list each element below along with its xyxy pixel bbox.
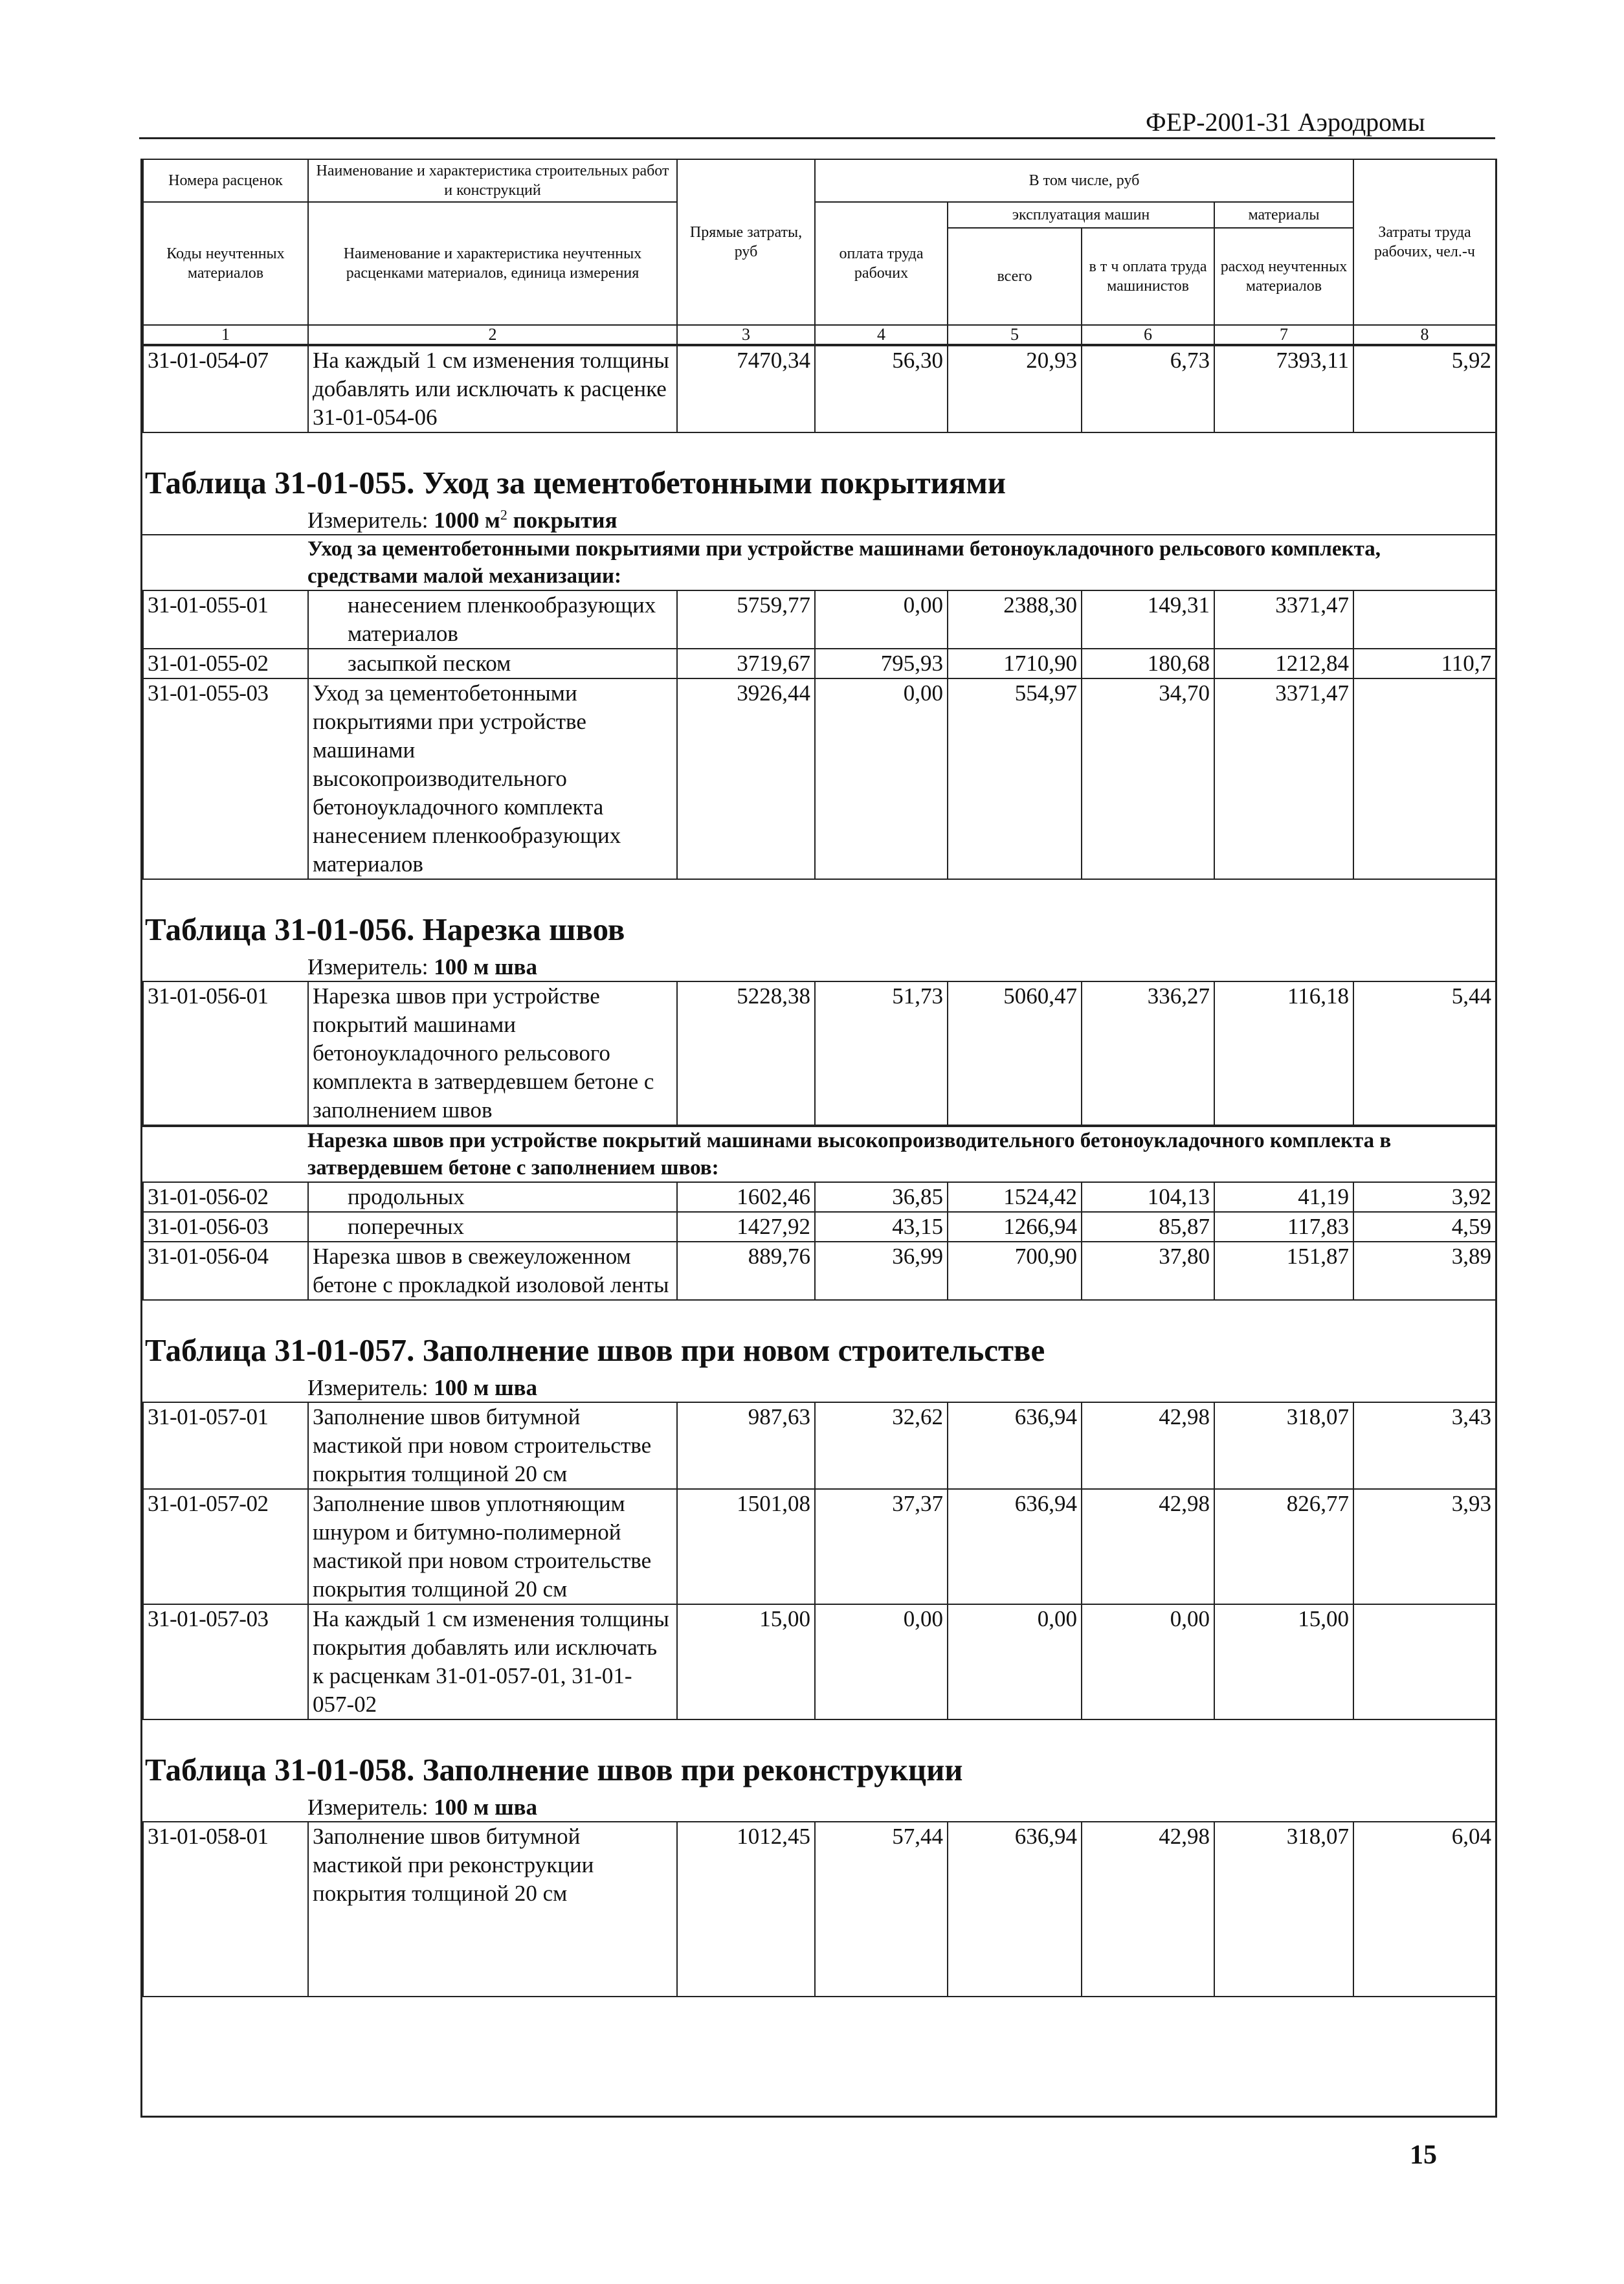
- header-machine-total: всего: [948, 228, 1082, 325]
- section-title: Таблица 31-01-055. Уход за цементобетонными покрытиями: [145, 465, 1006, 500]
- rate-description: засыпкой песком: [308, 649, 677, 678]
- labor-hours: 5,44: [1353, 981, 1496, 1125]
- rate-code: 31-01-056-02: [143, 1182, 308, 1212]
- rate-code: 31-01-055-02: [143, 649, 308, 678]
- header-name-materials: Наименование и характеристика неучтенных расценками материалов, единица измерения: [308, 202, 677, 325]
- rate-description: Нарезка швов при устройстве покрытий машинами бетоноукладочного рельсового комплекта в затвердевшем бетоне с заполнением швов: [308, 981, 677, 1125]
- worker-pay: 37,37: [815, 1489, 948, 1604]
- rates-table-055: [142, 590, 1496, 880]
- document-sheet: [140, 159, 1497, 2118]
- direct-costs: 7470,34: [677, 346, 815, 432]
- machinist-pay: 42,98: [1082, 1489, 1214, 1604]
- materials: 318,07: [1214, 1822, 1353, 1997]
- rate-description: поперечных: [308, 1212, 677, 1242]
- materials: 826,77: [1214, 1489, 1353, 1604]
- direct-costs: 987,63: [677, 1402, 815, 1489]
- rates-table-058: [142, 1821, 1496, 1997]
- direct-costs: 889,76: [677, 1242, 815, 1300]
- machinist-pay: 85,87: [1082, 1212, 1214, 1242]
- rate-code: 31-01-055-01: [143, 590, 308, 649]
- materials: 116,18: [1214, 981, 1353, 1125]
- machinist-pay: 42,98: [1082, 1822, 1214, 1997]
- column-number: 4: [815, 325, 948, 344]
- materials: 151,87: [1214, 1242, 1353, 1300]
- machinist-pay: 0,00: [1082, 1604, 1214, 1719]
- unit-superscript: 2: [500, 506, 507, 523]
- rate-code: 31-01-057-03: [143, 1604, 308, 1719]
- table-row: [143, 1402, 1496, 1489]
- header-codes: Коды неучтенных материалов: [143, 202, 308, 325]
- rate-description: продольных: [308, 1182, 677, 1212]
- direct-costs: 1602,46: [677, 1182, 815, 1212]
- machinist-pay: 37,80: [1082, 1242, 1214, 1300]
- rates-table-056b: [142, 1181, 1496, 1301]
- machinist-pay: 34,70: [1082, 678, 1214, 879]
- unit-of-measure: [142, 507, 1495, 534]
- rate-description: На каждый 1 см изменения толщины добавлять или исключать к расценке 31-01-054-06: [308, 346, 677, 432]
- worker-pay: 36,99: [815, 1242, 948, 1300]
- table-row: [143, 1242, 1496, 1300]
- column-number: 1: [143, 325, 308, 344]
- labor-hours: 110,7: [1353, 649, 1496, 678]
- table-row: [143, 1822, 1496, 1997]
- rate-description: На каждый 1 см изменения толщины покрытия добавлять или исключать к расценкам 31-01-057-01, 31-01-057-02: [308, 1604, 677, 1719]
- unit-label: Измеритель:: [307, 1795, 428, 1820]
- page-number: 15: [1410, 2140, 1437, 2170]
- rate-code: 31-01-056-01: [143, 981, 308, 1125]
- worker-pay: 56,30: [815, 346, 948, 432]
- header-name: Наименование и характеристика строительных работ и конструкций: [308, 159, 677, 202]
- worker-pay: 43,15: [815, 1212, 948, 1242]
- worker-pay: 0,00: [815, 590, 948, 649]
- page-header: ФЕР-2001-31 Аэродромы: [1146, 107, 1425, 137]
- machine-total: 636,94: [948, 1489, 1082, 1604]
- labor-hours: 5,92: [1353, 346, 1496, 432]
- header-material-consumption: расход неучтенных материалов: [1214, 228, 1353, 325]
- materials: 7393,11: [1214, 346, 1353, 432]
- worker-pay: 36,85: [815, 1182, 948, 1212]
- section-title: Таблица 31-01-056. Нарезка швов: [145, 912, 625, 947]
- section-title: Таблица 31-01-057. Заполнение швов при новом строительстве: [145, 1332, 1045, 1368]
- unit-label: Измеритель:: [307, 954, 428, 980]
- materials: 3371,47: [1214, 590, 1353, 649]
- rates-table-056a: [142, 981, 1496, 1126]
- table-row: [143, 346, 1496, 432]
- direct-costs: 1427,92: [677, 1212, 815, 1242]
- materials: 41,19: [1214, 1182, 1353, 1212]
- materials: 318,07: [1214, 1402, 1353, 1489]
- unit-value: 100 м шва: [434, 1375, 538, 1400]
- table-row: [143, 678, 1496, 879]
- labor-hours: 3,43: [1353, 1402, 1496, 1489]
- column-header-table: [142, 159, 1496, 345]
- rate-code: 31-01-057-01: [143, 1402, 308, 1489]
- machine-total: 636,94: [948, 1822, 1082, 1997]
- labor-hours: 6,04: [1353, 1822, 1496, 1997]
- column-number: 3: [677, 325, 815, 344]
- machinist-pay: 42,98: [1082, 1402, 1214, 1489]
- header-direct-costs: Прямые затраты, руб: [677, 159, 815, 325]
- worker-pay: 51,73: [815, 981, 948, 1125]
- labor-hours: [1353, 590, 1496, 649]
- table-row: [143, 649, 1496, 678]
- labor-hours: 3,93: [1353, 1489, 1496, 1604]
- column-number: 7: [1214, 325, 1353, 344]
- materials: 3371,47: [1214, 678, 1353, 879]
- unit-of-measure: [142, 1374, 1495, 1402]
- table-row: [143, 590, 1496, 649]
- machine-total: 5060,47: [948, 981, 1082, 1125]
- unit-of-measure: [142, 954, 1495, 981]
- labor-hours: [1353, 1604, 1496, 1719]
- direct-costs: 15,00: [677, 1604, 815, 1719]
- labor-hours: 3,89: [1353, 1242, 1496, 1300]
- direct-costs: 1012,45: [677, 1822, 815, 1997]
- unit-label: Измеритель:: [307, 1375, 428, 1400]
- machine-total: 20,93: [948, 346, 1082, 432]
- column-number: 2: [308, 325, 677, 344]
- worker-pay: 795,93: [815, 649, 948, 678]
- header-numbers: Номера расценок: [143, 159, 308, 202]
- unit-value: 100 м шва: [434, 1795, 538, 1820]
- group-subheading: Нарезка швов при устройстве покрытий машинами высокопроизводительного бетоноукладочного комплекта в затвердевшем бетоне с заполнением швов:: [142, 1126, 1495, 1181]
- materials: 117,83: [1214, 1212, 1353, 1242]
- direct-costs: 3719,67: [677, 649, 815, 678]
- header-worker-pay: оплата труда рабочих: [815, 202, 948, 325]
- rate-code: 31-01-054-07: [143, 346, 308, 432]
- column-number: 8: [1353, 325, 1496, 344]
- machinist-pay: 149,31: [1082, 590, 1214, 649]
- rate-code: 31-01-056-04: [143, 1242, 308, 1300]
- rate-description: нанесением пленкообразующих материалов: [308, 590, 677, 649]
- unit-suffix: покрытия: [513, 508, 617, 533]
- rate-description: Заполнение швов битумной мастикой при реконструкции покрытия толщиной 20 см: [308, 1822, 677, 1997]
- labor-hours: 3,92: [1353, 1182, 1496, 1212]
- rate-code: 31-01-058-01: [143, 1822, 308, 1997]
- machine-total: 0,00: [948, 1604, 1082, 1719]
- table-row: [143, 981, 1496, 1125]
- group-subheading: Уход за цементобетонными покрытиями при устройстве машинами бетоноукладочного рельсового комплекта, средствами малой механизации:: [142, 534, 1495, 590]
- unit-value: 100 м шва: [434, 954, 538, 980]
- rates-table-057: [142, 1402, 1496, 1720]
- machine-total: 636,94: [948, 1402, 1082, 1489]
- header-machine-operation: эксплуатация машин: [948, 202, 1214, 228]
- machine-total: 1710,90: [948, 649, 1082, 678]
- direct-costs: 3926,44: [677, 678, 815, 879]
- direct-costs: 1501,08: [677, 1489, 815, 1604]
- continuation-table: [142, 345, 1496, 433]
- rate-description: Уход за цементобетонными покрытиями при устройстве машинами высокопроизводительного бетоноукладочного комплекта нанесением пленкообразующих материалов: [308, 678, 677, 879]
- machine-total: 1266,94: [948, 1212, 1082, 1242]
- unit-label: Измеритель:: [307, 508, 428, 533]
- machinist-pay: 180,68: [1082, 649, 1214, 678]
- column-number: 5: [948, 325, 1082, 344]
- machine-total: 1524,42: [948, 1182, 1082, 1212]
- materials: 15,00: [1214, 1604, 1353, 1719]
- section-title: Таблица 31-01-058. Заполнение швов при реконструкции: [145, 1752, 963, 1787]
- direct-costs: 5228,38: [677, 981, 815, 1125]
- rate-description: Нарезка швов в свежеуложенном бетоне с прокладкой изоловой ленты: [308, 1242, 677, 1300]
- unit-of-measure: [142, 1794, 1495, 1821]
- labor-hours: [1353, 678, 1496, 879]
- machine-total: 700,90: [948, 1242, 1082, 1300]
- machine-total: 554,97: [948, 678, 1082, 879]
- rate-code: 31-01-057-02: [143, 1489, 308, 1604]
- rate-description: Заполнение швов битумной мастикой при новом строительстве покрытия толщиной 20 см: [308, 1402, 677, 1489]
- machinist-pay: 104,13: [1082, 1182, 1214, 1212]
- direct-costs: 5759,77: [677, 590, 815, 649]
- header-including: В том числе, руб: [815, 159, 1353, 202]
- header-materials: материалы: [1214, 202, 1353, 228]
- table-row: [143, 1489, 1496, 1604]
- machine-total: 2388,30: [948, 590, 1082, 649]
- table-row: [143, 1212, 1496, 1242]
- rate-code: 31-01-055-03: [143, 678, 308, 879]
- worker-pay: 32,62: [815, 1402, 948, 1489]
- header-labor-cost: Затраты труда рабочих, чел.-ч: [1353, 159, 1496, 325]
- header-machinist-pay: в т ч оплата труда машинистов: [1082, 228, 1214, 325]
- header-divider: [139, 137, 1495, 139]
- machinist-pay: 336,27: [1082, 981, 1214, 1125]
- worker-pay: 0,00: [815, 1604, 948, 1719]
- worker-pay: 57,44: [815, 1822, 948, 1997]
- rate-description: Заполнение швов уплотняющим шнуром и битумно-полимерной мастикой при новом строительстве покрытия толщиной 20 см: [308, 1489, 677, 1604]
- machinist-pay: 6,73: [1082, 346, 1214, 432]
- unit-value: 1000 м: [434, 508, 500, 533]
- rate-code: 31-01-056-03: [143, 1212, 308, 1242]
- materials: 1212,84: [1214, 649, 1353, 678]
- column-number: 6: [1082, 325, 1214, 344]
- labor-hours: 4,59: [1353, 1212, 1496, 1242]
- worker-pay: 0,00: [815, 678, 948, 879]
- table-row: [143, 1182, 1496, 1212]
- table-row: [143, 1604, 1496, 1719]
